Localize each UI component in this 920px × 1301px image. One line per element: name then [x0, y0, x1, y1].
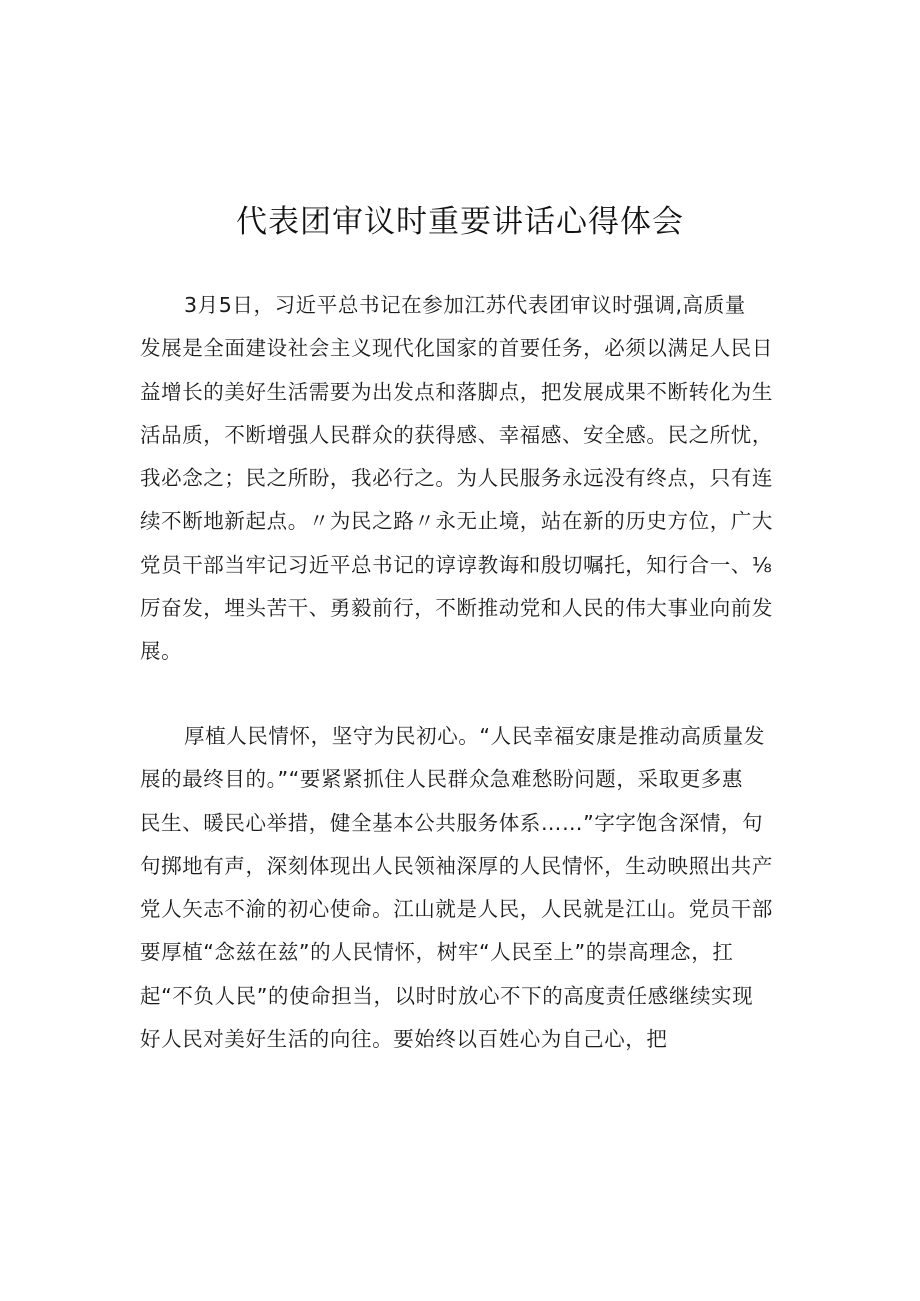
text-line: 起“不负人民”的使命担当，以时时放心不下的高度责任感继续实现: [140, 983, 754, 1008]
text-line: 展的最终目的。”“要紧紧抓住人民群众急难愁盼问题，采取更多惠: [140, 767, 743, 792]
text-line: 民生、暖民心举措，健全基本公共服务体系……”字字饱含深情，句: [140, 810, 764, 835]
text-line: 益增长的美好生活需要为出发点和落脚点，把发展成果不断转化为生: [140, 379, 773, 404]
paragraph-2: [140, 715, 800, 1061]
text-line: 发展是全面建设社会主义现代化国家的首要任务，必须以满足人民日: [140, 336, 773, 361]
paragraph-1: [140, 284, 800, 674]
text-line: 我必念之；民之所盼，我必行之。为人民服务永远没有终点，只有连: [140, 466, 773, 491]
text-line: 要厚植“念兹在兹”的人民情怀，树牢“人民至上”的崇高理念，扛: [140, 940, 734, 965]
text-line: 厉奋发，埋头苦干、勇毅前行，不断推动党和人民的伟大事业向前发: [140, 596, 773, 621]
text-line: 展。: [140, 639, 183, 664]
text-line: 活品质，不断增强人民群众的获得感、幸福感、安全感。民之所忧，: [140, 422, 773, 447]
document-title: 代表团审议时重要讲话心得体会: [236, 204, 684, 240]
text-line: 党人矢志不渝的初心使命。江山就是人民，人民就是江山。党员干部: [140, 897, 773, 922]
text-line: 好人民对美好生活的向往。要始终以百姓心为自己心，把: [140, 1027, 668, 1052]
text-line: 句掷地有声，深刻体现出人民领袖深厚的人民情怀，生动映照出共产: [140, 853, 773, 878]
text-line: 厚植人民情怀，坚守为民初心。“人民幸福安康是推动高质量发: [184, 724, 765, 748]
text-line: 党员干部当牢记习近平总书记的谆谆教诲和殷切嘱托，知行合一、⅛: [140, 552, 773, 577]
text-line: 续不断地新起点。〃为民之路〃永无止境，站在新的历史方位，广大: [140, 509, 773, 534]
text-line: 3月5日，习近平总书记在参加江苏代表团审议时强调,高质量: [184, 293, 746, 317]
